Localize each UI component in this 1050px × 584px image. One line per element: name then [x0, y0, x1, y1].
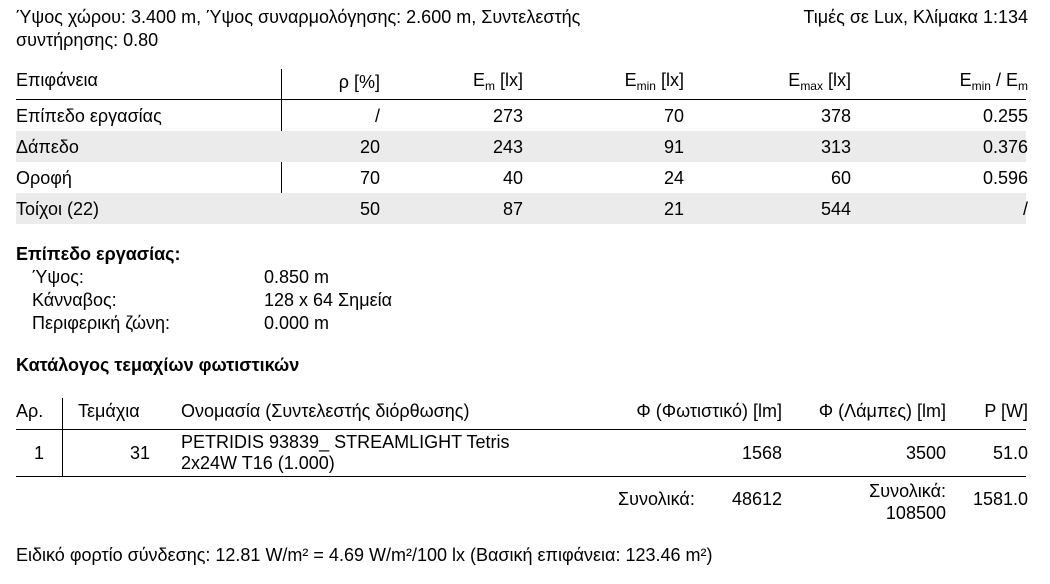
total-label: Συνολικά:: [618, 489, 695, 509]
surface-emax: 544: [820, 199, 851, 219]
surface-em: 243: [492, 137, 523, 157]
luminaires-total-rule: [16, 476, 1026, 477]
luminaires-header-rule: [16, 429, 1026, 430]
surface-emin: 70: [663, 106, 684, 126]
room-parameters: [16, 6, 716, 52]
surface-emin: 21: [663, 199, 684, 219]
col-no-header: Αρ.: [16, 401, 44, 421]
surfaces-header-rule: [16, 99, 1026, 100]
workplane-grid-label: Κάνναβος:: [32, 290, 117, 310]
surface-emin: 24: [663, 168, 684, 188]
workplane-border-label: Περιφερική ζώνη:: [32, 313, 171, 333]
luminaire-flux-lum: 1568: [741, 443, 782, 463]
room-parameters-line2: συντήρησης: 0.80: [16, 30, 159, 50]
surface-em: 87: [502, 199, 523, 219]
workplane-grid-value: 128 x 64 Σημεία: [264, 290, 392, 310]
surface-rho: /: [374, 106, 380, 126]
surface-emin: 91: [663, 137, 684, 157]
col-qty-header: Τεμάχια: [78, 401, 140, 421]
scale-info: Τιμές σε Lux, Κλίμακα 1:134: [803, 7, 1028, 27]
luminaires-title: Κατάλογος τεμαχίων φωτιστικών: [16, 355, 300, 375]
luminaire-qty: 31: [129, 443, 150, 463]
specific-load-footer: Ειδικό φορτίο σύνδεσης: 12.81 W/m² = 4.69 W/m²/100 lx (Βασική επιφάνεια: 123.46 m²): [16, 545, 713, 565]
total-power: 1581.0: [972, 489, 1028, 509]
surface-ratio: 0.376: [982, 137, 1028, 157]
luminaire-power: 51.0: [992, 443, 1028, 463]
col-emin-header: $E_{min}$ [lx]: [624, 70, 684, 93]
col-name-header: Ονομασία (Συντελεστής διόρθωσης): [181, 401, 470, 421]
surface-emax: 313: [820, 137, 851, 157]
surface-ratio: 0.596: [982, 168, 1028, 188]
col-flux-lamp-header: Φ (Λάμπες) [lm]: [818, 401, 946, 421]
luminaire-name: PETRIDIS 93839_ STREAMLIGHT Tetris 2x24W T16 (1.000): [181, 432, 510, 473]
surface-rho: 50: [359, 199, 380, 219]
surface-rho: 20: [359, 137, 380, 157]
surface-emax: 60: [830, 168, 851, 188]
surface-ratio: /: [1022, 199, 1028, 219]
total-flux-lamp: Συνολικά: 108500: [869, 481, 946, 523]
surface-em: 40: [502, 168, 523, 188]
col-ratio-header: $E_{min} / E_m$: [959, 70, 1028, 93]
luminaires-column-divider: [62, 398, 63, 477]
surface-name: Δάπεδο: [16, 137, 79, 157]
luminaire-no: 1: [34, 443, 45, 463]
surface-name: Επίπεδο εργασίας: [16, 106, 162, 126]
surface-emax: 378: [820, 106, 851, 126]
surface-ratio: 0.255: [982, 106, 1028, 126]
workplane-height-label: Ύψος:: [32, 267, 84, 287]
total-flux-lum: 48612: [731, 489, 782, 509]
col-flux-lum-header: Φ (Φωτιστικό) [lm]: [636, 401, 782, 421]
workplane-border-value: 0.000 m: [264, 313, 330, 333]
room-parameters-line1: Ύψος χώρου: 3.400 m, Ύψος συναρμολόγησης: 2.600 m, Συντελεστής: [16, 7, 581, 27]
surface-em: 273: [492, 106, 523, 126]
workplane-height-value: 0.850 m: [264, 267, 330, 287]
col-power-header: P [W]: [984, 401, 1028, 421]
col-surface-header: Επιφάνεια: [16, 70, 98, 90]
col-rho-header: ρ [%]: [338, 72, 380, 92]
workplane-title: Επίπεδο εργασίας:: [16, 244, 181, 264]
col-em-header: $E_m$ [lx]: [472, 70, 523, 93]
surface-name: Τοίχοι (22): [16, 199, 100, 219]
surface-rho: 70: [359, 168, 380, 188]
luminaire-flux-lamp: 3500: [905, 443, 946, 463]
col-emax-header: $E_{max}$ [lx]: [788, 70, 851, 93]
surface-name: Οροφή: [16, 168, 72, 188]
